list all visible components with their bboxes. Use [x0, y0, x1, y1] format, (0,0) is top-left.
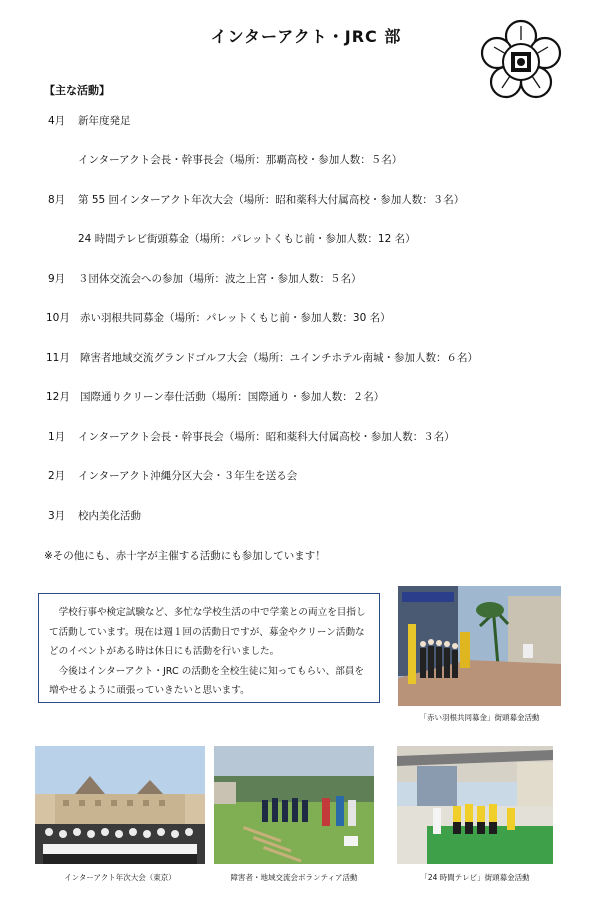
activity-text: 障害者地域交流グランドゴルフ大会（場所：ユインチホテル南城・参加人数：６名） [80, 352, 479, 364]
photo-caption: インターアクト年次大会（東京） [64, 873, 176, 882]
summary-paragraph: 今後はインターアクト・JRC の活動を全校生徒に知ってもらい、部員を増やせるように頑張っていきたいと思います。 [49, 665, 365, 696]
activity-row [48, 271, 362, 286]
activity-row [46, 389, 384, 404]
activity-month: 9月 [48, 273, 66, 285]
photo-caption: 「24 時間テレビ」街頭募金活動 [420, 873, 530, 882]
activity-row [46, 310, 391, 325]
activity-month: 12月 [46, 391, 70, 403]
page-title: インターアクト・JRC 部 [210, 27, 402, 46]
activity-row [48, 192, 464, 207]
activity-text: 第 55 回インターアクト年次大会（場所：昭和薬科大付属高校・参加人数：３名） [78, 194, 465, 206]
activity-text: 新年度発足 [78, 115, 131, 127]
activity-row [78, 231, 416, 246]
activity-month: 2月 [48, 470, 66, 482]
photo-caption: 障害者・地域交流会ボランティア活動 [230, 873, 358, 882]
activity-row [48, 508, 141, 523]
activity-text: ３団体交流会への参加（場所：波之上宮・参加人数：５名） [78, 273, 362, 285]
activity-month: 8月 [48, 194, 66, 206]
activity-text: インターアクト会長・幹事長会（場所：昭和薬科大付属高校・参加人数：３名） [78, 431, 455, 443]
activity-month: 11月 [46, 352, 70, 364]
photo-caption: 「赤い羽根共同募金」街頭募金活動 [419, 713, 540, 722]
note-text: ※その他にも、赤十字が主催する活動にも参加しています！ [44, 550, 326, 562]
annual-meeting-photo [35, 746, 205, 864]
activity-month: 4月 [48, 115, 66, 127]
activity-text: 校内美化活動 [78, 510, 141, 522]
section-heading: 【主な活動】 [44, 84, 110, 97]
activity-row [78, 152, 402, 167]
activity-month: 3月 [48, 510, 66, 522]
activity-row [48, 468, 297, 483]
activity-month: 10月 [46, 312, 70, 324]
school-emblem-icon [478, 18, 564, 104]
activity-row [48, 429, 455, 444]
red-feather-fundraising-photo [398, 586, 561, 706]
activity-row [46, 350, 478, 365]
summary-paragraph: 学校行事や検定試験など、多忙な学校生活の中で学業との両立を目指して活動しています。現在は週１回の活動日ですが、募金やクリーン活動などのイベントがある時は休日にも活動を行いました。 [49, 607, 366, 657]
activity-text: 24 時間テレビ街頭募金（場所：パレットくもじ前・参加人数：12 名） [78, 233, 416, 245]
activity-text: 国際通りクリーン奉仕活動（場所：国際通り・参加人数：２名） [80, 391, 385, 403]
activity-text: インターアクト沖縄分区大会・３年生を送る会 [78, 470, 298, 482]
volunteer-activity-photo [214, 746, 374, 864]
activity-month: 1月 [48, 431, 66, 443]
tv24-fundraising-photo [397, 746, 553, 864]
activity-summary-box [38, 593, 380, 703]
activity-text: 赤い羽根共同募金（場所：パレットくもじ前・参加人数：30 名） [80, 312, 391, 324]
activity-text: インターアクト会長・幹事長会（場所：那覇高校・参加人数：５名） [78, 154, 403, 166]
activity-row [48, 113, 131, 128]
